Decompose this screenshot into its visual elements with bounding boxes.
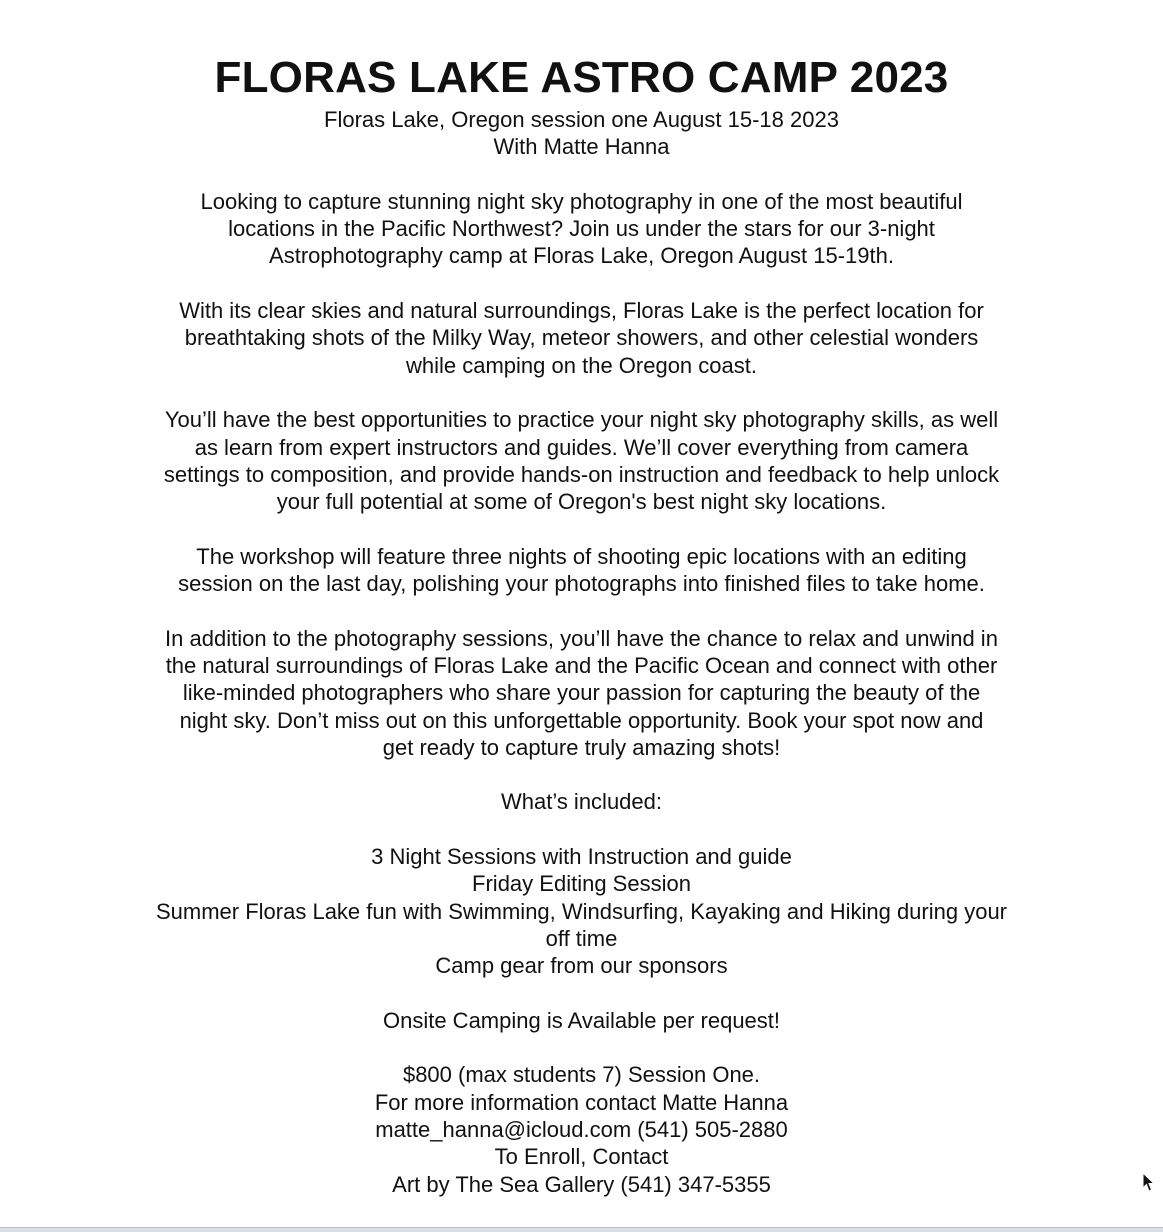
window-bottom-edge [0, 1227, 1163, 1232]
subtitle-block [0, 106, 1163, 161]
text-line: You’ll have the best opportunities to practice your night sky photography skills, as well [164, 407, 999, 433]
text-line: In addition to the photography sessions, you’ll have the chance to relax and unwind in [165, 625, 998, 651]
list-item: 3 Night Sessions with Instruction and guide [371, 844, 792, 870]
text-line: night sky. Don’t miss out on this unforgettable opportunity. Book your spot now and [179, 707, 984, 733]
workshop-paragraph [0, 543, 1163, 598]
instruction-paragraph [0, 406, 1163, 515]
text-line: With its clear skies and natural surroundings, Floras Lake is the perfect location for [179, 298, 984, 324]
text-line: like-minded photographers who share your passion for capturing the beauty of the [182, 680, 981, 706]
list-item: Camp gear from our sponsors [435, 953, 728, 979]
contact-line: For more information contact Matte Hanna [374, 1089, 789, 1115]
intro-paragraph [0, 188, 1163, 270]
relax-paragraph [0, 625, 1163, 761]
text-line: the natural surroundings of Floras Lake and the Pacific Ocean and connect with other [165, 652, 998, 678]
text-line: The workshop will feature three nights of shooting epic locations with an editing [196, 543, 967, 569]
subtitle-instructor: With Matte Hanna [493, 134, 670, 160]
mouse-cursor-icon [1142, 1172, 1156, 1194]
text-line: get ready to capture truly amazing shots! [382, 734, 781, 760]
text-line: while camping on the Oregon coast. [406, 352, 757, 378]
camping-note: Onsite Camping is Available per request! [382, 1007, 781, 1033]
text-line: breathtaking shots of the Milky Way, meteor showers, and other celestial wonders [184, 325, 979, 351]
enroll-line: To Enroll, Contact [494, 1144, 669, 1170]
included-list [0, 843, 1163, 979]
email-phone-line: matte_hanna@icloud.com (541) 505-2880 [375, 1116, 788, 1142]
text-line: as learn from expert instructors and guides. We’ll cover everything from camera [194, 434, 969, 460]
text-line: Looking to capture stunning night sky photography in one of the most beautiful [200, 188, 963, 214]
price-line: $800 (max students 7) Session One. [402, 1062, 761, 1088]
included-heading: What’s included: [500, 789, 662, 815]
text-line: Astrophotography camp at Floras Lake, Oregon August 15-19th. [269, 243, 894, 269]
text-line: settings to composition, and provide hands-on instruction and feedback to help unlock [163, 461, 1000, 487]
subtitle-location-dates: Floras Lake, Oregon session one August 15-18 2023 [324, 107, 839, 132]
list-item: Summer Floras Lake fun with Swimming, Windsurfing, Kayaking and Hiking during your [155, 898, 1008, 924]
gallery-contact-line: Art by The Sea Gallery (541) 347-5355 [392, 1171, 771, 1197]
camping-note-block [0, 1007, 1163, 1034]
location-paragraph [0, 297, 1163, 379]
contact-block [0, 1061, 1163, 1197]
text-line: locations in the Pacific Northwest? Join us under the stars for our 3-night [228, 216, 935, 242]
list-item: off time [545, 925, 618, 951]
included-heading-block [0, 788, 1163, 815]
text-line: your full potential at some of Oregon's best night sky locations. [276, 489, 887, 515]
text-line: session on the last day, polishing your photographs into finished files to take home. [178, 571, 985, 597]
list-item: Friday Editing Session [472, 871, 691, 897]
page-title: FLORAS LAKE ASTRO CAMP 2023 [214, 53, 949, 102]
